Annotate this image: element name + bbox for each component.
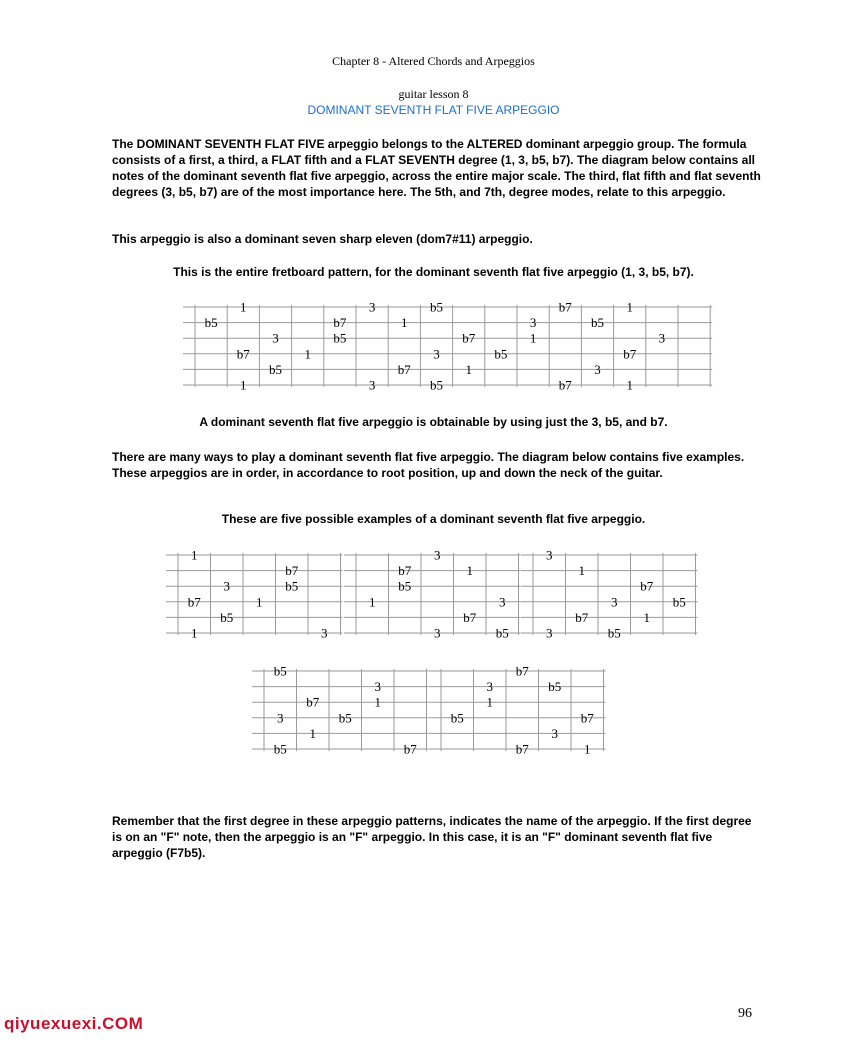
note-degree: b7 [575,609,589,625]
note-degree: b7 [515,663,529,679]
note-degree: 3 [546,625,553,641]
lesson-label: guitar lesson 8 [398,87,469,101]
note-degree: 1 [626,377,633,393]
note-degree: 1 [191,547,198,563]
note-degree: 1 [643,609,650,625]
note-degree: b7 [285,563,299,579]
arpeggio-example-3 [521,548,698,641]
note-degree: 3 [611,594,618,610]
note-degree: b5 [430,299,443,315]
note-degree: b7 [398,563,412,579]
note-degree: 3 [321,625,328,641]
note-degree: b5 [494,346,508,362]
closing-paragraph: Remember that the first degree in these arpeggio patterns, indicates the name of the arpeggio. If the first degree is on an "F" note, then the arpeggio is an "F" arpeggio. In this case, it is an "F" dominant seventh flat five arpeggio (F7b5). [112,814,752,860]
note-degree: b5 [269,361,282,377]
note-degree: 1 [486,694,493,710]
note-degree: b5 [495,625,509,641]
note-degree: b7 [187,594,201,610]
intro-paragraph: The DOMINANT SEVENTH FLAT FIVE arpeggio belongs to the ALTERED dominant arpeggio group. The formula consists of a first, a third, a FLAT fifth and a FLAT SEVENTH degree (1, 3, b5, b7). The diagram below contains all notes of the dominant seventh flat five arpeggio, across the entire major scale. The third, flat fifth and flat seventh degrees (3, b5, b7) are of the most importance here. The 5th, and 7th, degree modes, relate to this arpeggio. [112,137,761,199]
note-degree: 1 [304,346,311,362]
note-degree: 1 [309,725,316,741]
note-degree: b7 [558,377,572,393]
note-degree: 3 [368,299,376,315]
note-degree: b5 [591,315,604,331]
note-degree: 1 [374,694,381,710]
note-degree: b7 [640,578,654,594]
note-degree: 1 [466,563,473,579]
note-degree: b5 [430,377,443,393]
note-degree: 3 [658,330,666,346]
note-degree: 3 [546,547,553,563]
arpeggio-example-1 [166,548,343,641]
note-degree: b5 [398,578,412,594]
note-degree: 1 [240,299,247,315]
note-degree: b7 [558,299,572,315]
arpeggio-example-5 [429,664,606,757]
note-degree: 1 [256,594,263,610]
note-degree: 3 [368,377,376,393]
note-degree: 3 [594,361,601,377]
note-degree: b5 [672,594,686,610]
note-degree: 3 [529,315,537,331]
note-degree: 3 [433,346,440,362]
note-degree: b5 [273,663,287,679]
fret-grid [521,553,698,635]
note-degree: b5 [333,330,347,346]
note-degree: b5 [285,578,299,594]
note-degree: 3 [551,725,558,741]
full-fretboard-diagram [183,300,712,393]
chapter-heading: Chapter 8 - Altered Chords and Arpeggios [332,54,535,68]
note-degree: 1 [240,377,247,393]
obtain-caption: A dominant seventh flat five arpeggio is obtainable by using just the 3, b5, and b7. [199,415,668,429]
note-degree: 3 [277,710,284,726]
watermark: qiyuexuexi.COM [4,1014,144,1033]
note-degree: b7 [306,694,320,710]
note-degree: 3 [434,625,441,641]
note-degree: 3 [434,547,441,563]
note-degree: b5 [607,625,621,641]
arpeggio-example-2 [344,548,521,641]
note-degree: b5 [338,710,352,726]
note-degree: b7 [580,710,594,726]
note-degree: b7 [623,346,637,362]
note-degree: 3 [272,330,279,346]
note-degree: b5 [450,710,464,726]
note-degree: b5 [220,609,234,625]
note-degree: b7 [397,361,411,377]
note-degree: 1 [465,361,472,377]
arpeggio-example-4 [252,664,429,757]
note-degree: 1 [401,315,408,331]
note-degree: b5 [548,679,562,695]
note-degree: 1 [626,299,633,315]
note-degree: 1 [529,330,537,346]
note-degree: b5 [273,741,287,757]
note-degree: 3 [486,679,493,695]
note-degree: b7 [515,741,529,757]
note-degree: b7 [463,609,477,625]
examples-paragraph: There are many ways to play a dominant seventh flat five arpeggio. The diagram below contains five examples. These arpeggios are in order, in accordance to root position, up and down the neck of the guitar. [112,450,745,480]
fretboard-caption: This is the entire fretboard pattern, for the dominant seventh flat five arpeggio (1, 3, b5, b7). [173,265,694,279]
note-degree: 1 [578,563,585,579]
alias-paragraph: This arpeggio is also a dominant seven sharp eleven (dom7#11) arpeggio. [112,232,533,246]
examples-caption: These are five possible examples of a dominant seventh flat five arpeggio. [221,512,646,526]
page-number: 96 [738,1006,752,1021]
note-degree: b5 [204,315,218,331]
note-degree: 1 [584,741,591,757]
note-degree: 3 [499,594,506,610]
note-degree: b7 [462,330,476,346]
note-degree: b7 [333,315,347,331]
note-degree: 3 [374,679,381,695]
lesson-title: DOMINANT SEVENTH FLAT FIVE ARPEGGIO [307,103,560,117]
note-degree: 1 [369,594,376,610]
note-degree: 3 [223,578,230,594]
note-degree: b7 [236,346,250,362]
note-degree: b7 [403,741,417,757]
note-degree: 1 [191,625,198,641]
